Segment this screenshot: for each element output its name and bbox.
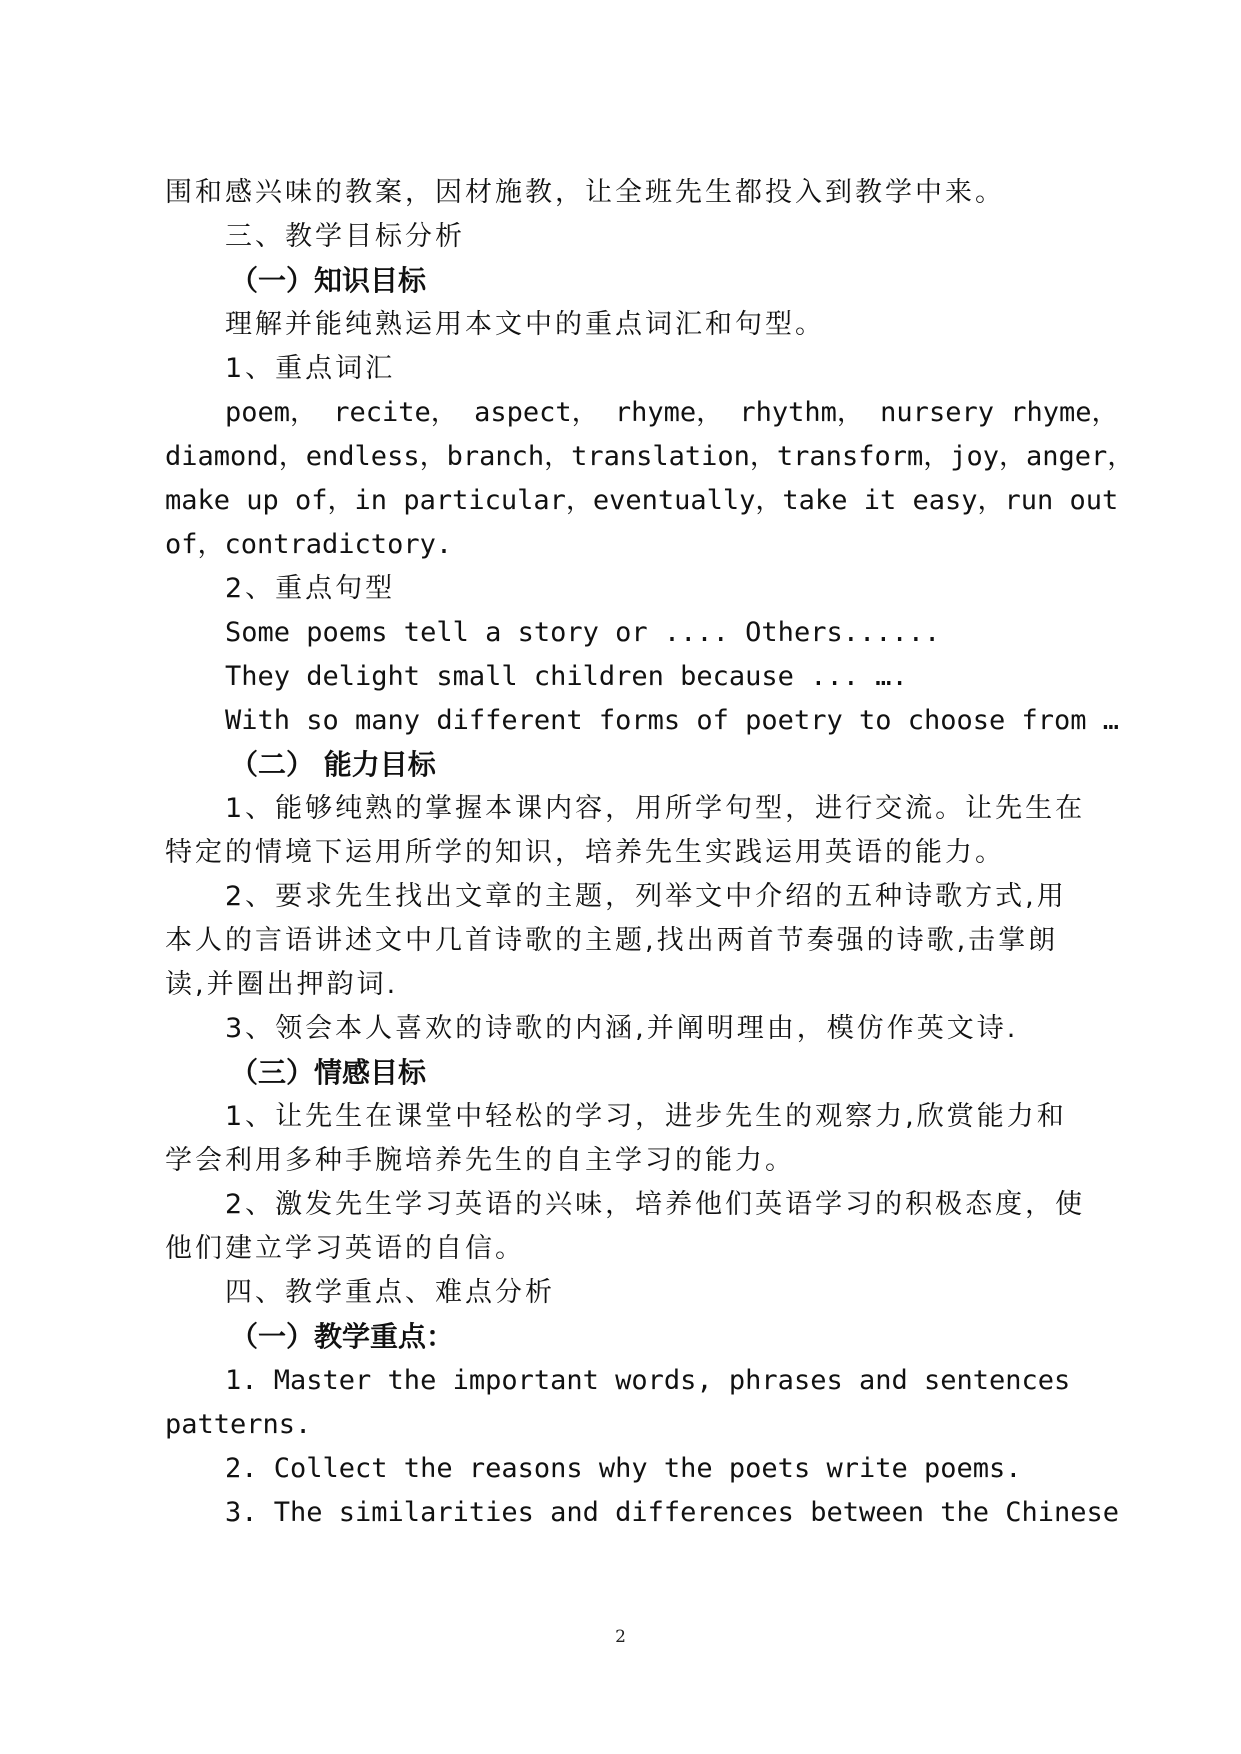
paragraph-line: 读,并圈出押韵词. [165,969,399,1000]
sentence-pattern: With so many different forms of poetry to choose from … [225,705,1120,736]
paragraph-line: 1、让先生在课堂中轻松的学习，进步先生的观察力,欣赏能力和 [225,1101,1067,1132]
paragraph-line: 学会利用多种手腕培养先生的自主学习的能力。 [165,1145,795,1176]
paragraph-line: 本人的言语讲述文中几首诗歌的主题,找出两首节奏强的诗歌,击掌朗 [165,925,1059,956]
paragraph-line: 2、激发先生学习英语的兴味，培养他们英语学习的积极态度，使 [225,1189,1086,1220]
subsection-heading: （三）情感目标 [230,1056,427,1089]
paragraph-line: 3. The similarities and differences between the Chinese [225,1497,1120,1528]
paragraph-line: 1、能够纯熟的掌握本课内容，用所学句型，进行交流。让先生在 [225,793,1086,824]
paragraph-line: 2. Collect the reasons why the poets write poems. [225,1453,1022,1484]
vocab-line: diamond，endless，branch，translation，transform，joy，anger， [165,441,1135,472]
paragraph-line: 3、领会本人喜欢的诗歌的内涵,并阐明理由，模仿作英文诗. [225,1013,1019,1044]
section-heading: 三、教学目标分析 [225,221,465,252]
paragraph-line: 围和感兴味的教案，因材施教，让全班先生都投入到教学中来。 [165,177,1005,208]
vocab-line: of，contradictory. [165,529,453,560]
section-heading: 四、教学重点、难点分析 [225,1277,555,1308]
subsection-heading: （二） 能力目标 [230,748,436,781]
vocab-line: make up of，in particular，eventually，take it easy，run out [165,485,1119,516]
vocab-line: poem， recite， aspect， rhyme， rhythm， nursery rhyme， [225,397,1119,428]
list-heading: 1、重点词汇 [225,353,396,384]
sentence-pattern: They delight small children because ... …. [225,661,908,692]
subsection-heading: （一）知识目标 [230,264,427,297]
list-heading: 2、重点句型 [225,573,396,604]
paragraph-line: 2、要求先生找出文章的主题，列举文中介绍的五种诗歌方式,用 [225,881,1067,912]
page-number: 2 [615,1627,626,1647]
paragraph-line: 1. Master the important words, phrases and sentences [225,1365,1071,1396]
paragraph-line: 他们建立学习英语的自信。 [165,1233,525,1264]
subsection-heading: （一）教学重点： [230,1320,455,1353]
sentence-pattern: Some poems tell a story or .... Others...... [225,617,941,648]
paragraph-line: 理解并能纯熟运用本文中的重点词汇和句型。 [225,309,825,340]
paragraph-line: 特定的情境下运用所学的知识，培养先生实践运用英语的能力。 [165,837,1005,868]
paragraph-line: patterns. [165,1409,312,1440]
